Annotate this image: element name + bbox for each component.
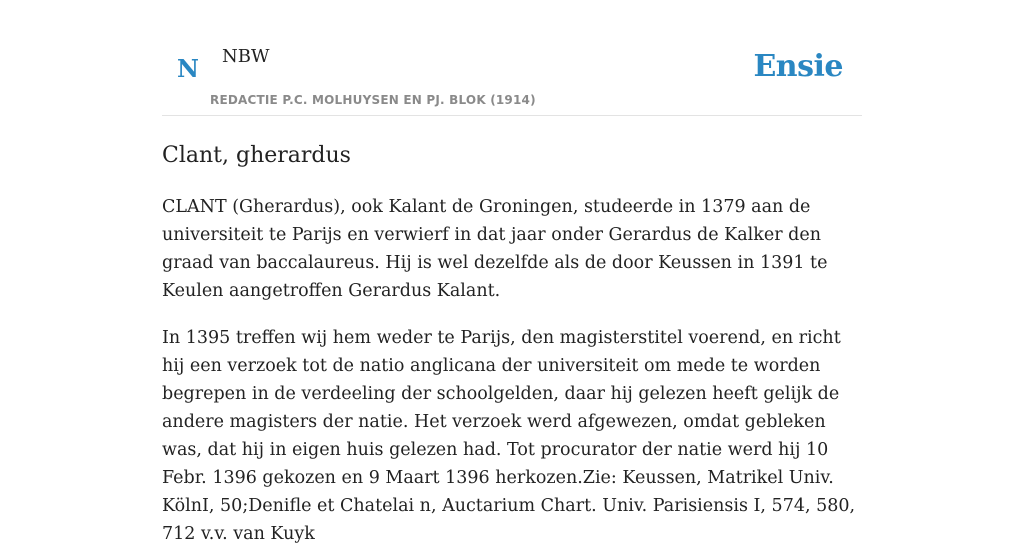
article-paragraph: CLANT (Gherardus), ook Kalant de Groningen, studeerde in 1379 aan de universiteit te Parijs en verwierf in dat jaar onder Gerardus de Kalker den graad van baccalaureus. Hij is wel dezelfde als de door Keussen in 1391 te Keulen aangetroffen Gerardus Kalant. [162, 197, 828, 301]
article-paragraph: In 1395 treffen wij hem weder te Parijs, den magisterstitel voerend, en richt hij een verzoek tot de natio anglicana der universiteit om mede te worden begrepen in de verdeeling der schoolgelden, daar hij gelezen heeft gelijk de andere magisters der natie. Het verzoek werd afgewezen, omdat gebleken was, dat hij in eigen huis gelezen had. Tot procurator der natie werd hij 10 Febr. 1396 gekozen en 9 Maart 1396 herkozen.Zie: Keussen, Matrikel Univ. KölnI, 50;Denifle et Chatelai n, Auctarium Chart. Univ. Parisiensis I, 574, 580, 712 v.v. van Kuyk [162, 328, 856, 544]
header [162, 0, 862, 116]
article-title: Clant, gherardus [162, 143, 351, 168]
source-name[interactable]: NBW [222, 46, 270, 67]
article [162, 142, 862, 548]
source-editors: REDACTIE P.C. MOLHUYSEN EN PJ. BLOK (1914) [210, 93, 536, 107]
content-container [162, 0, 862, 548]
source-logo-icon[interactable]: N [177, 54, 199, 83]
brand-logo[interactable]: Ensie [753, 49, 843, 84]
